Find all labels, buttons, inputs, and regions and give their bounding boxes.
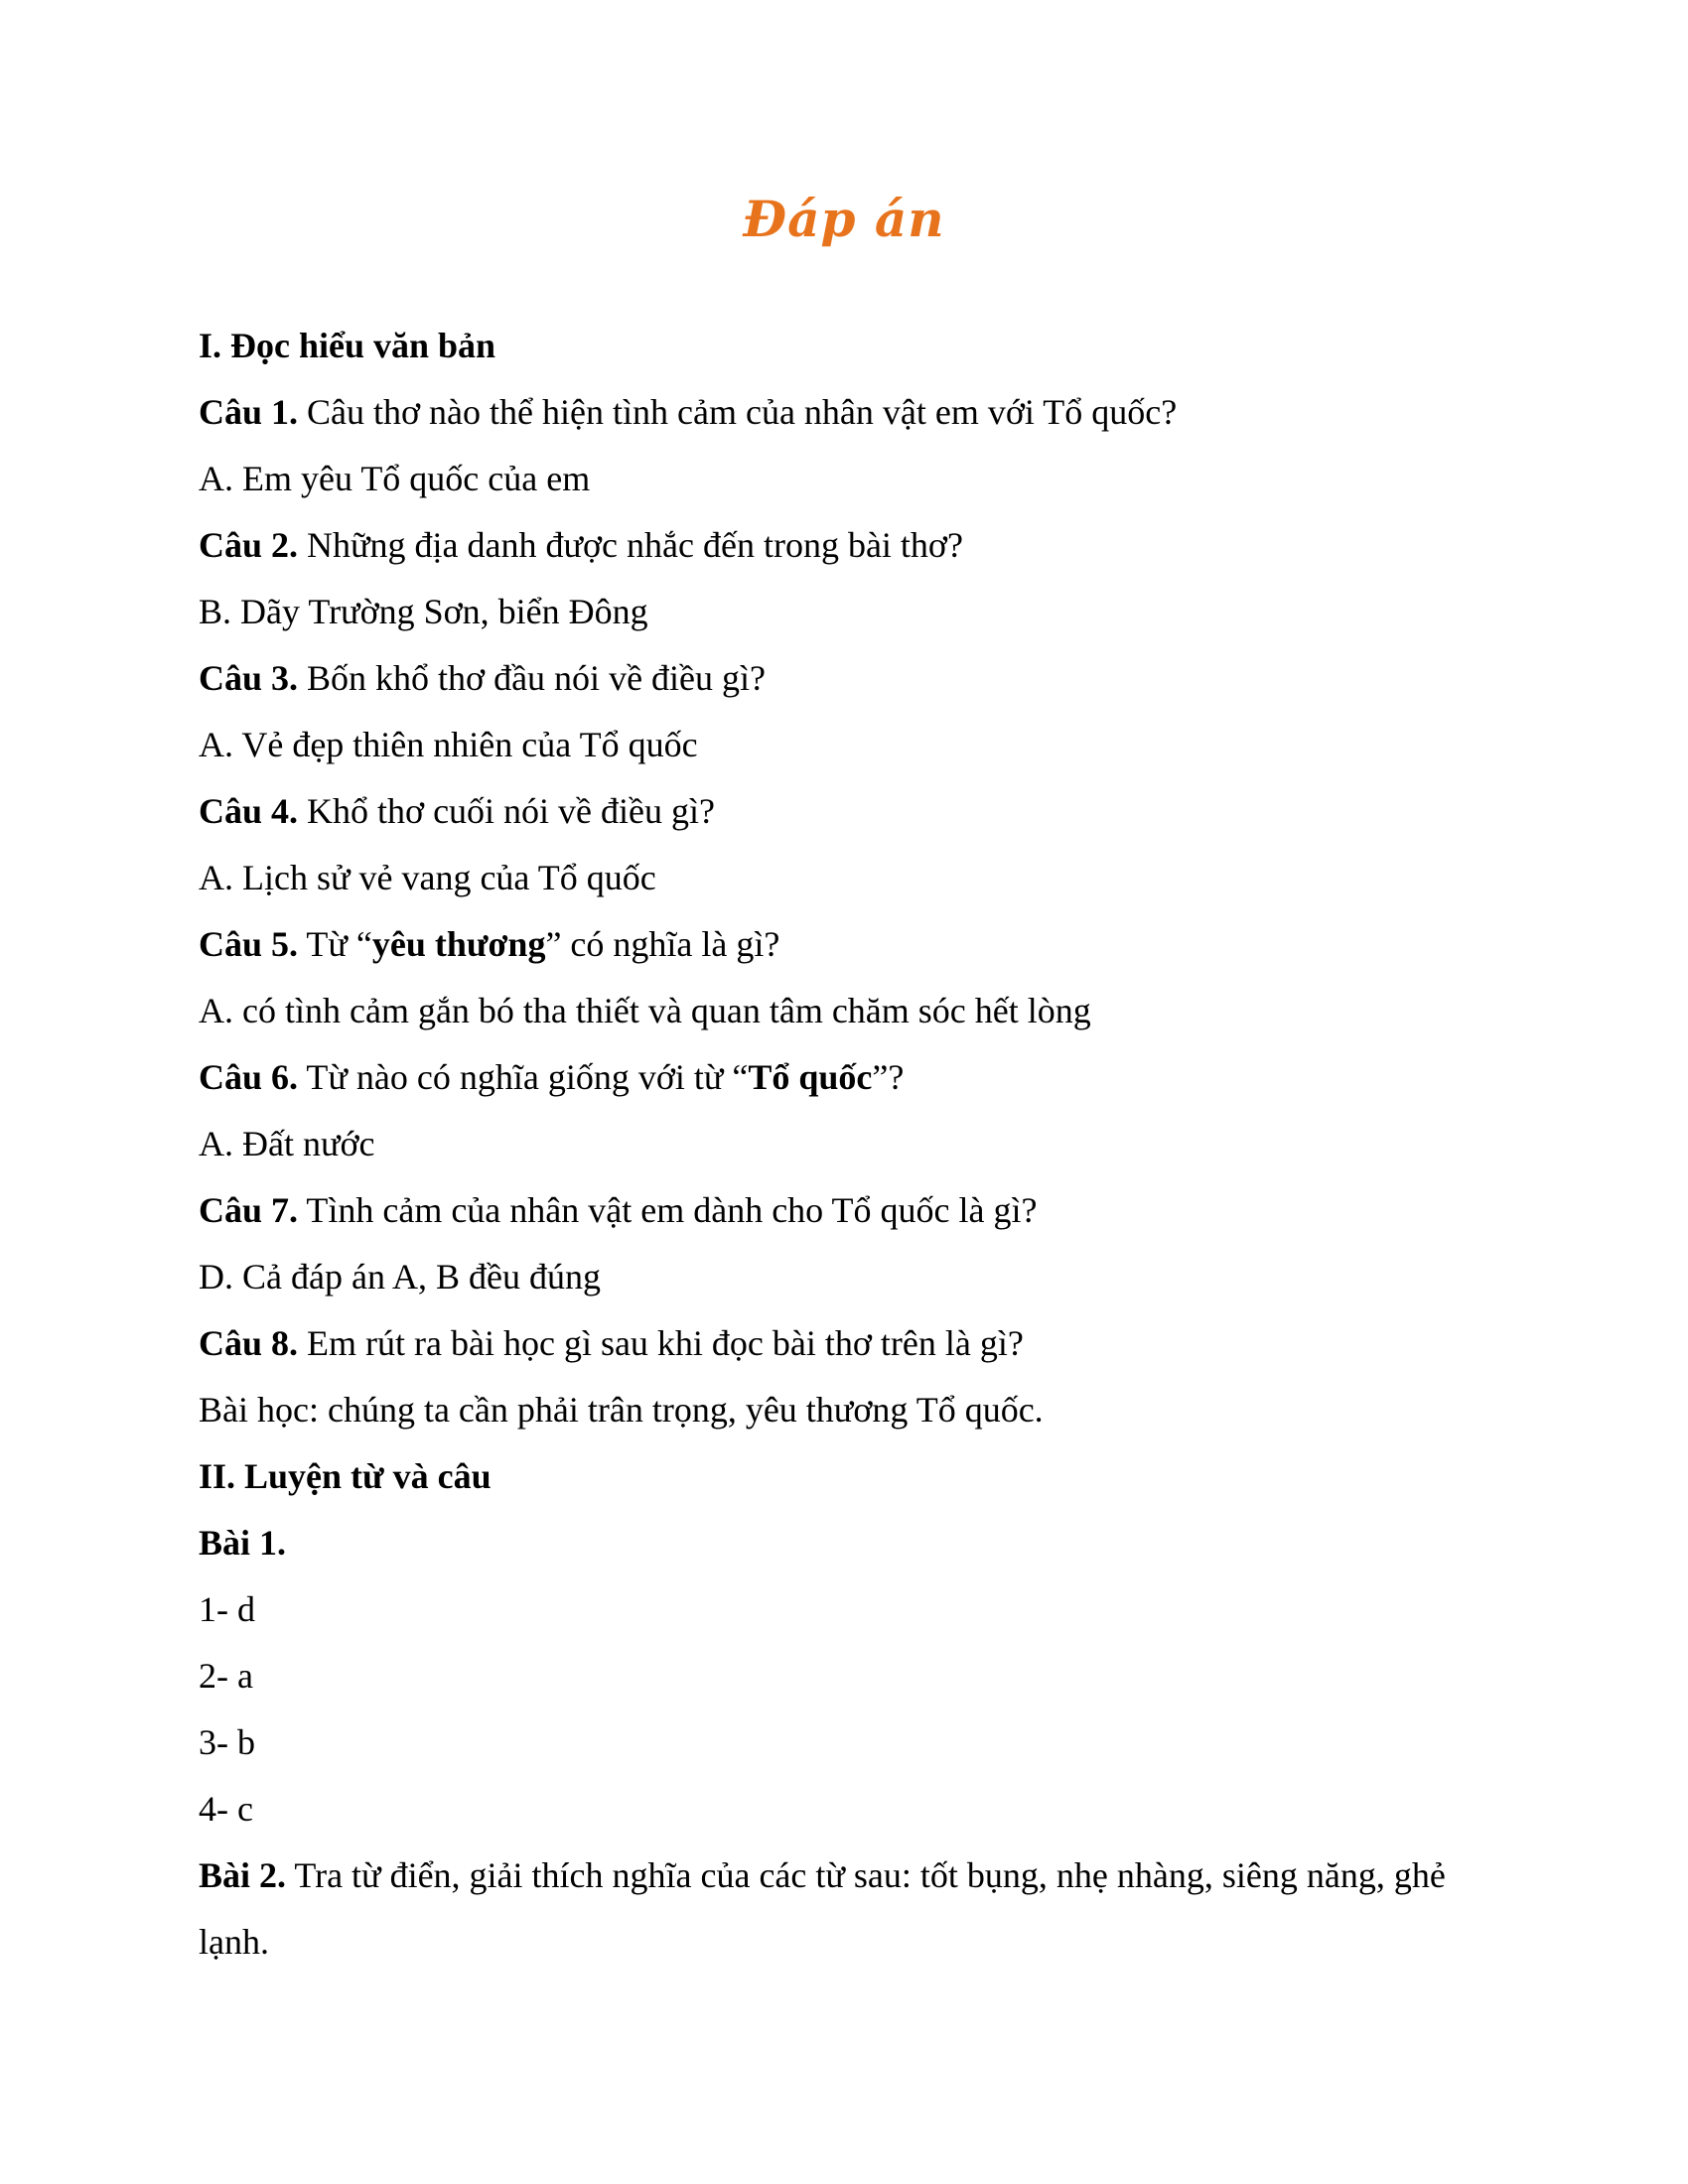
question-text: Câu thơ nào thể hiện tình cảm của nhân vật em với Tổ quốc?: [298, 392, 1178, 432]
question-5: [199, 911, 1489, 978]
exercise-2-text: Tra từ điển, giải thích nghĩa của các từ sau: tốt bụng, nhẹ nhàng, siêng năng, ghẻ lạnh.: [199, 1855, 1446, 1962]
answer-content: [199, 313, 1489, 1976]
question-label: Câu 4.: [199, 791, 299, 831]
exercise-2: [199, 1843, 1489, 1976]
question-6: [199, 1044, 1489, 1111]
question-emphasis: Tổ quốc: [748, 1057, 873, 1097]
match-item: 4- c: [199, 1789, 253, 1829]
question-emphasis: yêu thương: [371, 924, 546, 964]
question-1: [199, 379, 1489, 446]
question-text-before: Từ “: [298, 924, 372, 964]
question-4: [199, 778, 1489, 845]
question-text: Khổ thơ cuối nói về điều gì?: [298, 791, 715, 831]
question-label: Câu 8.: [199, 1323, 299, 1363]
question-label: Câu 5.: [199, 924, 299, 964]
section-heading-reading: I. Đọc hiểu văn bản: [199, 326, 496, 365]
answer-3: A. Vẻ đẹp thiên nhiên của Tổ quốc: [199, 725, 698, 764]
question-label: Câu 7.: [199, 1190, 299, 1230]
match-item: 2- a: [199, 1656, 253, 1696]
question-text: Tình cảm của nhân vật em dành cho Tổ quốc là gì?: [298, 1190, 1038, 1230]
match-item: 3- b: [199, 1722, 255, 1762]
answer-1: A. Em yêu Tổ quốc của em: [199, 459, 591, 498]
question-label: Câu 6.: [199, 1057, 299, 1097]
question-text: Em rút ra bài học gì sau khi đọc bài thơ trên là gì?: [298, 1323, 1024, 1363]
question-3: [199, 645, 1489, 712]
question-label: Câu 2.: [199, 525, 299, 565]
page-title: Đáp án: [743, 190, 945, 248]
question-text: Bốn khổ thơ đầu nói về điều gì?: [298, 658, 767, 698]
answer-6: A. Đất nước: [199, 1124, 375, 1163]
question-text-after: ”?: [872, 1057, 905, 1097]
question-label: Câu 3.: [199, 658, 299, 698]
answer-5: A. có tình cảm gắn bó tha thiết và quan tâm chăm sóc hết lòng: [199, 991, 1091, 1030]
answer-2: B. Dãy Trường Sơn, biển Đông: [199, 592, 648, 631]
match-item: 1- d: [199, 1589, 255, 1629]
answer-4: A. Lịch sử vẻ vang của Tổ quốc: [199, 858, 656, 897]
answer-8: Bài học: chúng ta cần phải trân trọng, yêu thương Tổ quốc.: [199, 1390, 1044, 1430]
question-text-after: ” có nghĩa là gì?: [545, 924, 780, 964]
exercise-1-label: Bài 1.: [199, 1523, 287, 1563]
question-2: [199, 512, 1489, 579]
question-text-before: Từ nào có nghĩa giống với từ “: [298, 1057, 749, 1097]
answer-7: D. Cả đáp án A, B đều đúng: [199, 1257, 601, 1297]
exercise-2-label: Bài 2.: [199, 1855, 287, 1895]
question-text: Những địa danh được nhắc đến trong bài thơ?: [298, 525, 963, 565]
question-8: [199, 1310, 1489, 1377]
section-heading-vocabulary: II. Luyện từ và câu: [199, 1456, 492, 1496]
question-label: Câu 1.: [199, 392, 299, 432]
question-7: [199, 1177, 1489, 1244]
